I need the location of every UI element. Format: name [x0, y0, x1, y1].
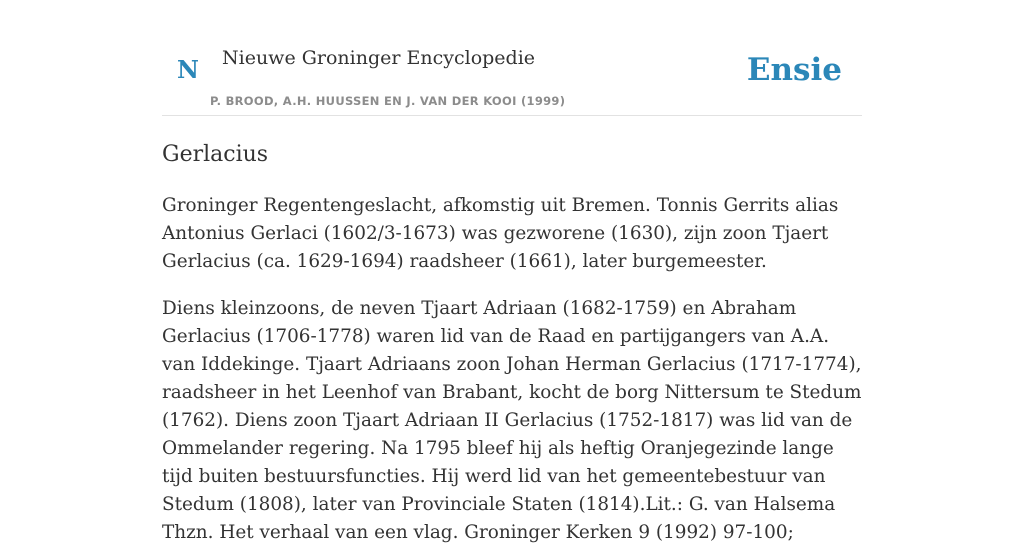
- encyclopedia-authors: P. BROOD, A.H. HUUSSEN EN J. VAN DER KOOI (1999): [210, 94, 566, 108]
- encyclopedia-title[interactable]: Nieuwe Groninger Encyclopedie: [222, 47, 536, 69]
- article-title: Gerlacius: [162, 142, 269, 167]
- page: [162, 0, 862, 543]
- ensie-logo[interactable]: Ensie: [746, 52, 842, 88]
- article-paragraph-2: Diens kleinzoons, de neven Tjaart Adriaan (1682-1759) en Abraham Gerlacius (1706-1778) waren lid van de Raad en partijgangers van A.A. van Iddekinge. Tjaart Adriaans zoon Johan Herman Gerlacius (1717-1774), raadsheer in het Leenhof van Brabant, kocht de borg Nittersum te Stedum (1762). Diens zoon Tjaart Adriaan II Gerlacius (1752-1817) was lid van de Ommelander regering. Na 1795 bleef hij als heftig Oranjegezinde lange tijd buiten bestuursfuncties. Hij werd lid van het gemeentebestuur van Stedum (1808), later van Provinciale Staten (1814).Lit.: G. van Halsema Thzn. Het verhaal van een vlag. Groninger Kerken 9 (1992) 97-100;: [162, 298, 862, 543]
- article-paragraph-1: Groninger Regentengeslacht, afkomstig uit Bremen. Tonnis Gerrits alias Antonius Gerlaci (1602/3-1673) was gezworene (1630), zijn zoon Tjaert Gerlacius (ca. 1629-1694) raadsheer (1661), later burgemeester.: [162, 195, 839, 272]
- encyclopedia-logo[interactable]: N: [177, 55, 199, 84]
- site-header: [162, 0, 862, 116]
